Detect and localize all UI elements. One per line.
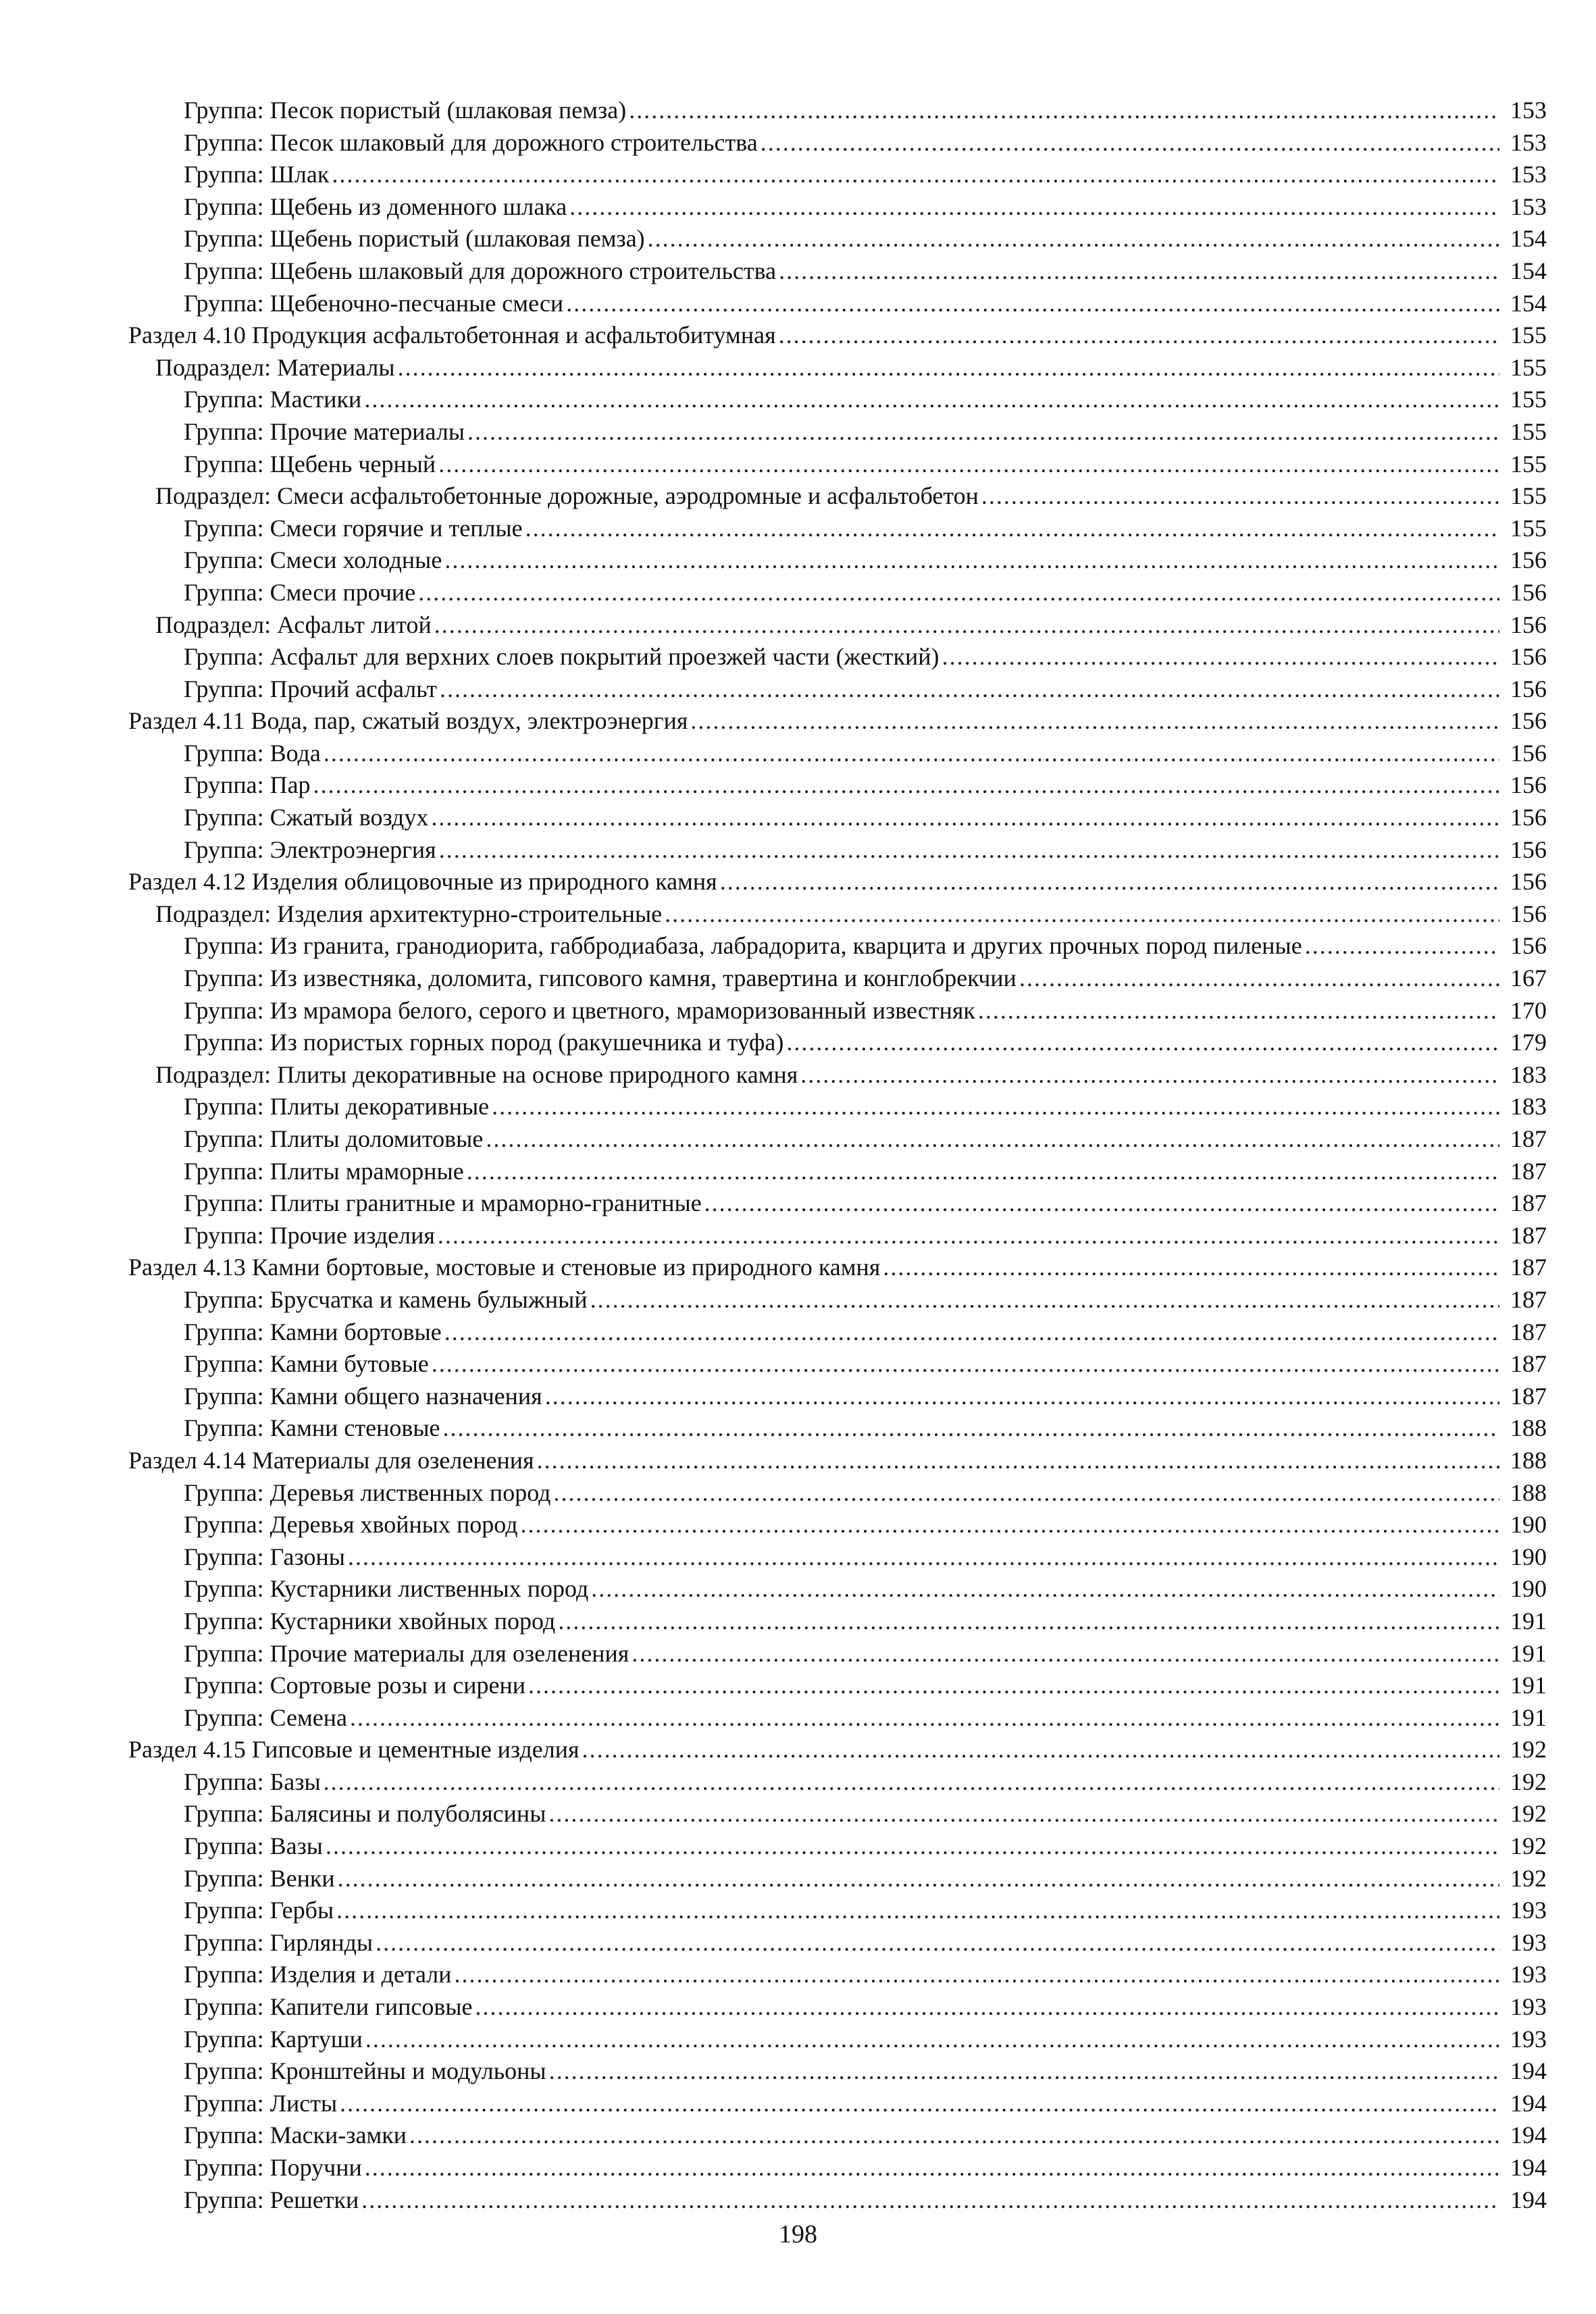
dot-leader [558, 1605, 1499, 1638]
toc-entry-title: Группа: Вазы [184, 1832, 323, 1860]
toc-entry-page: 187 [1510, 1157, 1547, 1185]
toc-entry-page: 183 [1510, 1060, 1547, 1088]
toc-entry-title: Группа: Капители гипсовые [184, 1993, 473, 2021]
toc-group-entry [128, 1187, 1547, 1220]
dot-leader [779, 319, 1499, 352]
dot-leader [432, 1348, 1499, 1381]
toc-group-entry [128, 1509, 1547, 1541]
toc-entry-title: Группа: Асфальт для верхних слоев покрытий проезжей части (жесткий) [184, 643, 939, 671]
toc-entry-title: Группа: Электроэнергия [184, 835, 436, 863]
toc-group-entry [128, 1381, 1547, 1413]
toc-group-entry [128, 1316, 1547, 1349]
toc-entry-title: Группа: Мастики [184, 386, 362, 413]
toc-entry-page: 190 [1510, 1575, 1547, 1603]
toc-entry-title: Группа: Листы [184, 2089, 338, 2117]
toc-entry-page: 156 [1510, 611, 1547, 638]
toc-group-entry [128, 1991, 1547, 2024]
toc-entry-page: 192 [1510, 1800, 1547, 1828]
toc-entry-title: Группа: Кронштейны и модульоны [184, 2057, 546, 2085]
toc-group-entry [128, 738, 1547, 770]
dot-leader [365, 2024, 1499, 2056]
toc-entry-page: 156 [1510, 771, 1547, 799]
toc-entry-title: Группа: Кустарники лиственных пород [184, 1575, 589, 1603]
dot-leader [439, 834, 1499, 867]
toc-entry-page: 155 [1510, 322, 1547, 349]
toc-group-entry [128, 834, 1547, 867]
toc-entry-page: 188 [1510, 1446, 1547, 1474]
toc-entry-title: Группа: Деревья лиственных пород [184, 1479, 551, 1506]
toc-entry-title: Группа: Плиты декоративные [184, 1093, 490, 1121]
dot-leader [981, 480, 1499, 513]
dot-leader [418, 577, 1499, 609]
toc-entry-page: 187 [1510, 1382, 1547, 1410]
toc-group-entry [128, 513, 1547, 545]
dot-leader [632, 1638, 1499, 1670]
dot-leader [521, 1509, 1499, 1541]
toc-subsection-entry [128, 609, 1547, 642]
toc-entry-title: Раздел 4.11 Вода, пар, сжатый воздух, электроэнергия [128, 707, 688, 735]
toc-entry-page: 187 [1510, 1350, 1547, 1378]
toc-section-entry [128, 1445, 1547, 1477]
toc-entry-title: Группа: Кустарники хвойных пород [184, 1607, 556, 1635]
toc-entry-page: 154 [1510, 225, 1547, 253]
toc-entry-page: 156 [1510, 643, 1547, 671]
toc-entry-page: 170 [1510, 996, 1547, 1024]
toc-group-entry [128, 2152, 1547, 2184]
toc-entry-page: 156 [1510, 578, 1547, 606]
toc-entry-page: 193 [1510, 1928, 1547, 1956]
dot-leader [348, 1541, 1499, 1574]
toc-entry-title: Раздел 4.12 Изделия облицовочные из природного камня [128, 868, 717, 896]
toc-entry-page: 194 [1510, 2089, 1547, 2117]
dot-leader [364, 384, 1499, 416]
dot-leader [434, 609, 1499, 642]
toc-group-entry [128, 1927, 1547, 1959]
dot-leader [467, 416, 1499, 448]
dot-leader [443, 1412, 1499, 1445]
toc-entry-page: 187 [1510, 1254, 1547, 1281]
dot-leader [704, 1187, 1499, 1220]
toc-entry-page: 188 [1510, 1479, 1547, 1506]
toc-group-entry [128, 1959, 1547, 1991]
toc-entry-title: Группа: Изделия и детали [184, 1961, 452, 1988]
toc-entry-page: 193 [1510, 1993, 1547, 2021]
toc-group-entry [128, 191, 1547, 224]
toc-group-entry [128, 1220, 1547, 1252]
toc-entry-page: 194 [1510, 2154, 1547, 2181]
toc-entry-page: 194 [1510, 2057, 1547, 2085]
toc-group-entry [128, 255, 1547, 288]
toc-entry-page: 156 [1510, 932, 1547, 960]
dot-leader [549, 2055, 1499, 2088]
toc-entry-page: 193 [1510, 2025, 1547, 2053]
toc-entry-title: Подраздел: Изделия архитектурно-строительные [155, 900, 663, 927]
dot-leader [720, 866, 1499, 898]
toc-entry-title: Группа: Прочие изделия [184, 1221, 435, 1249]
dot-leader [336, 1895, 1499, 1927]
toc-group-entry [128, 2184, 1547, 2217]
toc-entry-title: Группа: Щебень пористый (шлаковая пемза) [184, 225, 645, 253]
toc-entry-title: Группа: Песок шлаковый для дорожного строительства [184, 128, 758, 156]
dot-leader [779, 255, 1499, 288]
dot-leader [350, 1702, 1499, 1734]
dot-leader [528, 1670, 1499, 1702]
toc-entry-title: Группа: Плиты доломитовые [184, 1125, 484, 1152]
toc-entry-page: 179 [1510, 1029, 1547, 1056]
toc-entry-title: Раздел 4.14 Материалы для озеленения [128, 1446, 534, 1474]
toc-group-entry [128, 1284, 1547, 1316]
dot-leader [365, 2152, 1499, 2184]
dot-leader [545, 1381, 1499, 1413]
toc-entry-title: Раздел 4.10 Продукция асфальтобетонная и асфальтобитумная [128, 322, 776, 349]
toc-entry-title: Группа: Плиты мраморные [184, 1157, 464, 1185]
dot-leader [800, 1059, 1499, 1091]
dot-leader [525, 513, 1499, 545]
toc-group-entry [128, 1605, 1547, 1638]
toc-section-entry [128, 1734, 1547, 1766]
toc-entry-title: Группа: Венки [184, 1864, 335, 1892]
toc-entry-page: 192 [1510, 1768, 1547, 1795]
toc-group-entry [128, 223, 1547, 255]
toc-entry-page: 155 [1510, 417, 1547, 445]
dot-leader [566, 288, 1499, 320]
toc-entry-title: Подраздел: Смеси асфальтобетонные дорожные, аэродромные и асфальтобетон [155, 482, 979, 510]
toc-entry-page: 187 [1510, 1285, 1547, 1313]
toc-group-entry [128, 641, 1547, 673]
toc-entry-page: 156 [1510, 707, 1547, 735]
toc-group-entry [128, 1027, 1547, 1059]
toc-entry-page: 193 [1510, 1897, 1547, 1924]
toc-group-entry [128, 962, 1547, 995]
toc-entry-title: Группа: Щебень черный [184, 450, 436, 478]
dot-leader [324, 1766, 1499, 1799]
toc-group-entry [128, 1412, 1547, 1445]
toc-group-entry [128, 95, 1547, 127]
toc-entry-title: Подраздел: Плиты декоративные на основе природного камня [155, 1060, 798, 1088]
toc-entry-title: Группа: Камни бортовые [184, 1318, 442, 1345]
dot-leader [324, 738, 1499, 770]
dot-leader [690, 705, 1499, 738]
toc-entry-title: Группа: Щебень из доменного шлака [184, 192, 567, 220]
toc-entry-title: Группа: Смеси прочие [184, 578, 416, 606]
toc-entry-title: Группа: Семена [184, 1703, 348, 1731]
toc-entry-page: 191 [1510, 1672, 1547, 1699]
toc-entry-title: Группа: Прочие материалы для озеленения [184, 1639, 629, 1667]
toc-entry-title: Группа: Из гранита, гранодиорита, габбродиабаза, лабрадорита, кварцита и других прочных пород пиленые [184, 932, 1302, 960]
toc-subsection-entry [128, 352, 1547, 384]
page-number: 198 [779, 2220, 817, 2248]
toc-group-entry [128, 1766, 1547, 1799]
dot-leader [548, 1798, 1499, 1830]
dot-leader [438, 1220, 1499, 1252]
toc-entry-title: Подраздел: Материалы [155, 353, 395, 381]
toc-entry-page: 153 [1510, 161, 1547, 188]
dot-leader [326, 1830, 1499, 1863]
toc-entry-title: Группа: Деревья хвойных пород [184, 1511, 518, 1539]
toc-entry-page: 192 [1510, 1832, 1547, 1860]
toc-group-entry [128, 1863, 1547, 1895]
toc-group-entry [128, 2024, 1547, 2056]
dot-leader [786, 1027, 1499, 1059]
toc-entry-title: Подраздел: Асфальт литой [155, 611, 432, 638]
toc-entry-page: 156 [1510, 868, 1547, 896]
toc-entry-title: Группа: Из пористых горных пород (ракушечника и туфа) [184, 1029, 784, 1056]
dot-leader [332, 159, 1499, 191]
toc-entry-page: 153 [1510, 128, 1547, 156]
toc-entry-title: Группа: Поручни [184, 2154, 362, 2181]
toc-section-entry [128, 319, 1547, 352]
toc-entry-title: Группа: Прочие материалы [184, 417, 465, 445]
toc-entry-title: Раздел 4.15 Гипсовые и цементные изделия [128, 1736, 580, 1764]
toc-section-entry [128, 866, 1547, 898]
toc-entry-page: 155 [1510, 482, 1547, 510]
toc-entry-page: 155 [1510, 386, 1547, 413]
toc-group-entry [128, 544, 1547, 577]
dot-leader [467, 1156, 1499, 1188]
toc-entry-page: 188 [1510, 1414, 1547, 1442]
toc-entry-page: 156 [1510, 739, 1547, 767]
toc-group-entry [128, 1573, 1547, 1605]
dot-leader [665, 898, 1499, 931]
toc-entry-title: Группа: Шлак [184, 161, 330, 188]
toc-entry-page: 187 [1510, 1318, 1547, 1345]
dot-leader [431, 802, 1499, 834]
toc-entry-title: Группа: Камни бутовые [184, 1350, 429, 1378]
toc-group-entry [128, 1541, 1547, 1574]
toc-entry-title: Группа: Из мрамора белого, серого и цветного, мраморизованный известняк [184, 996, 975, 1024]
toc-entry-page: 156 [1510, 546, 1547, 574]
toc-entry-page: 194 [1510, 2122, 1547, 2149]
toc-subsection-entry [128, 898, 1547, 931]
dot-leader [313, 769, 1499, 802]
dot-leader [629, 95, 1499, 127]
toc-entry-page: 187 [1510, 1189, 1547, 1217]
toc-entry-title: Группа: Вода [184, 739, 321, 767]
toc-group-entry [128, 1670, 1547, 1702]
toc-group-entry [128, 1638, 1547, 1670]
toc-group-entry [128, 288, 1547, 320]
toc-entry-title: Группа: Смеси холодные [184, 546, 442, 574]
toc-entry-page: 153 [1510, 192, 1547, 220]
toc-entry-title: Группа: Щебеночно-песчаные смеси [184, 289, 564, 317]
toc-entry-page: 192 [1510, 1864, 1547, 1892]
toc-entry-title: Группа: Камни стеновые [184, 1414, 440, 1442]
toc-entry-title: Группа: Песок пористый (шлаковая пемза) [184, 97, 627, 124]
toc-entry-page: 187 [1510, 1125, 1547, 1152]
toc-entry-title: Группа: Сжатый воздух [184, 804, 429, 831]
toc-group-entry [128, 159, 1547, 191]
toc-group-entry [128, 1798, 1547, 1830]
toc-subsection-entry [128, 1059, 1547, 1091]
dot-leader [376, 1927, 1499, 1959]
dot-leader [444, 544, 1499, 577]
toc-entry-page: 154 [1510, 289, 1547, 317]
dot-leader [444, 1316, 1499, 1349]
dot-leader [582, 1734, 1499, 1766]
dot-leader [591, 1573, 1499, 1605]
dot-leader [1019, 962, 1499, 995]
toc-group-entry [128, 1348, 1547, 1381]
dot-leader [398, 352, 1499, 384]
toc-entry-page: 156 [1510, 804, 1547, 831]
toc-entry-page: 153 [1510, 97, 1547, 124]
toc-group-entry [128, 2055, 1547, 2088]
dot-leader [553, 1477, 1499, 1510]
toc-group-entry [128, 2119, 1547, 2152]
toc-entry-title: Группа: Гирлянды [184, 1928, 374, 1956]
toc-group-entry [128, 1895, 1547, 1927]
dot-leader [942, 641, 1499, 673]
dot-leader [1305, 930, 1499, 962]
toc-entry-page: 194 [1510, 2186, 1547, 2213]
toc-group-entry [128, 1702, 1547, 1734]
toc-entry-page: 193 [1510, 1961, 1547, 1988]
toc-entry-title: Группа: Брусчатка и камень булыжный [184, 1285, 588, 1313]
toc-entry-page: 156 [1510, 900, 1547, 927]
dot-leader [648, 223, 1499, 255]
toc-entry-page: 155 [1510, 450, 1547, 478]
toc-entry-page: 190 [1510, 1543, 1547, 1570]
toc-section-entry [128, 705, 1547, 738]
toc-group-entry [128, 1123, 1547, 1156]
toc-entry-page: 191 [1510, 1703, 1547, 1731]
dot-leader [569, 191, 1499, 224]
dot-leader [361, 2184, 1499, 2217]
dot-leader [537, 1445, 1499, 1477]
toc-group-entry [128, 1156, 1547, 1188]
toc-entry-page: 190 [1510, 1511, 1547, 1539]
toc-entry-page: 155 [1510, 514, 1547, 542]
toc-entry-title: Группа: Маски-замки [184, 2122, 407, 2149]
dot-leader [340, 2088, 1499, 2120]
toc-entry-page: 155 [1510, 353, 1547, 381]
toc-entry-title: Группа: Прочий асфальт [184, 675, 438, 702]
toc-entry-page: 156 [1510, 835, 1547, 863]
toc-entry-title: Группа: Решетки [184, 2186, 359, 2213]
toc-entry-title: Группа: Балясины и полуболясины [184, 1800, 546, 1828]
dot-leader [455, 1959, 1500, 1991]
dot-leader [438, 448, 1499, 481]
toc-section-entry [128, 1252, 1547, 1284]
toc-group-entry [128, 802, 1547, 834]
toc-entry-title: Группа: Плиты гранитные и мраморно-гранитные [184, 1189, 702, 1217]
dot-leader [486, 1123, 1499, 1156]
toc-entry-title: Группа: Сортовые розы и сирени [184, 1672, 525, 1699]
toc-group-entry [128, 127, 1547, 159]
toc-subsection-entry [128, 480, 1547, 513]
dot-leader [492, 1091, 1499, 1123]
toc-entry-title: Группа: Смеси горячие и теплые [184, 514, 523, 542]
toc-entry-page: 191 [1510, 1607, 1547, 1635]
toc-entry-page: 156 [1510, 675, 1547, 702]
toc-group-entry [128, 577, 1547, 609]
dot-leader [883, 1252, 1499, 1284]
toc-entry-page: 167 [1510, 965, 1547, 992]
toc-group-entry [128, 1477, 1547, 1510]
toc-group-entry [128, 673, 1547, 706]
toc-entry-title: Раздел 4.13 Камни бортовые, мостовые и стеновые из природного камня [128, 1254, 881, 1281]
toc-entry-title: Группа: Щебень шлаковый для дорожного строительства [184, 257, 777, 284]
toc-group-entry [128, 930, 1547, 962]
table-of-contents [128, 95, 1547, 2216]
toc-entry-page: 183 [1510, 1093, 1547, 1121]
dot-leader [590, 1284, 1499, 1316]
toc-entry-page: 191 [1510, 1639, 1547, 1667]
toc-entry-page: 192 [1510, 1736, 1547, 1764]
dot-leader [475, 1991, 1499, 2024]
toc-entry-title: Группа: Гербы [184, 1897, 334, 1924]
toc-group-entry [128, 384, 1547, 416]
toc-group-entry [128, 1830, 1547, 1863]
toc-entry-page: 154 [1510, 257, 1547, 284]
toc-group-entry [128, 769, 1547, 802]
toc-group-entry [128, 448, 1547, 481]
toc-group-entry [128, 995, 1547, 1027]
dot-leader [761, 127, 1499, 159]
dot-leader [440, 673, 1499, 706]
toc-group-entry [128, 416, 1547, 448]
dot-leader [978, 995, 1499, 1027]
toc-group-entry [128, 1091, 1547, 1123]
toc-entry-title: Группа: Из известняка, доломита, гипсового камня, травертина и конглобрекчии [184, 965, 1016, 992]
toc-entry-title: Группа: Газоны [184, 1543, 345, 1570]
toc-entry-page: 187 [1510, 1221, 1547, 1249]
dot-leader [409, 2119, 1499, 2152]
dot-leader [338, 1863, 1499, 1895]
toc-entry-title: Группа: Картуши [184, 2025, 363, 2053]
toc-entry-title: Группа: Базы [184, 1768, 321, 1795]
toc-entry-title: Группа: Пар [184, 771, 311, 799]
toc-group-entry [128, 2088, 1547, 2120]
toc-entry-title: Группа: Камни общего назначения [184, 1382, 542, 1410]
